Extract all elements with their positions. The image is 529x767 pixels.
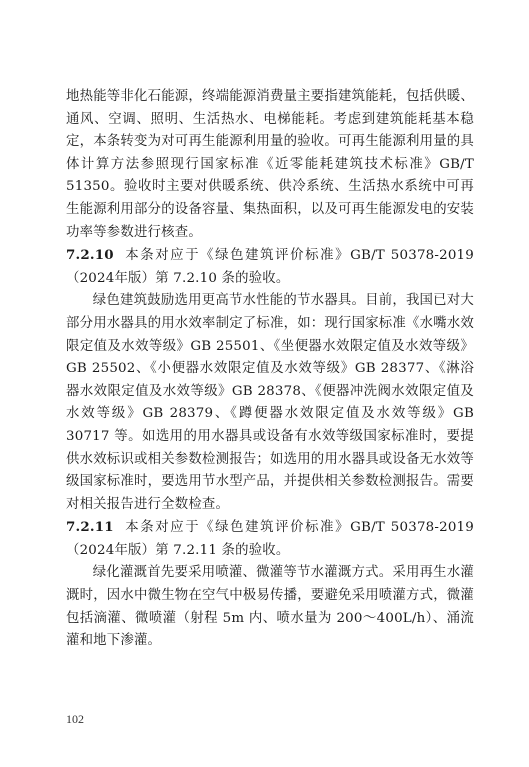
clause-text: 本条对应于《绿色建筑评价标准》GB/T 50378-2019（2024年版）第 7.2.10 条的验收。 — [66, 248, 474, 286]
document-body — [66, 86, 474, 653]
paragraph-water-fixtures: 绿色建筑鼓励选用更高节水性能的节水器具。目前，我国已对大部分用水器具的用水效率制定了标准，如：现行国家标准《水嘴水效限定值及水效等级》GB 25501、《坐便器水效限定值及水效等级》GB 25502、《小便器水效限定值及水效等级》GB 28377、《淋浴器水效限定值及水效等级》GB 28378、《便器冲洗阀水效限定值及水效等级》GB 28379、《蹲便器水效限定值及水效等级》GB 30717 等。如选用的用水器具或设备有水效等级国家标准时，要提供水效标识或相关参数检测报告；如选用的用水器具或设备无水效等级国家标准时，要选用节水型产品，并提供相关参数检测报告。需要对相关报告进行全数检查。 — [66, 293, 474, 512]
clause-7-2-11 — [66, 516, 474, 562]
paragraph-irrigation: 绿化灌溉首先要采用喷灌、微灌等节水灌溉方式。采用再生水灌溉时，因水中微生物在空气中极易传播，要避免采用喷灌方式，微灌包括滴灌、微喷灌（射程 5m 内、喷水量为 200～400L/h）、涌流灌和地下渗灌。 — [66, 565, 474, 649]
clause-number: 7.2.11 — [66, 519, 114, 536]
paragraph-continuation: 地热能等非化石能源，终端能源消费量主要指建筑能耗，包括供暖、通风、空调、照明、生活热水、电梯能耗。考虑到建筑能耗基本稳定，本条转变为对可再生能源利用量的验收。可再生能源利用量的具体计算方法参照现行国家标准《近零能耗建筑技术标准》GB/T 51350。验收时主要对供暖系统、供冷系统、生活热水系统中可再生能源利用部分的设备容量、集热面积，以及可再生能源发电的安装功率等参数进行核查。 — [66, 89, 474, 240]
page-number: 102 — [66, 712, 84, 726]
clause-7-2-10 — [66, 244, 474, 290]
clause-number: 7.2.10 — [66, 247, 114, 264]
clause-text: 本条对应于《绿色建筑评价标准》GB/T 50378-2019（2024年版）第 7.2.11 条的验收。 — [66, 520, 474, 558]
